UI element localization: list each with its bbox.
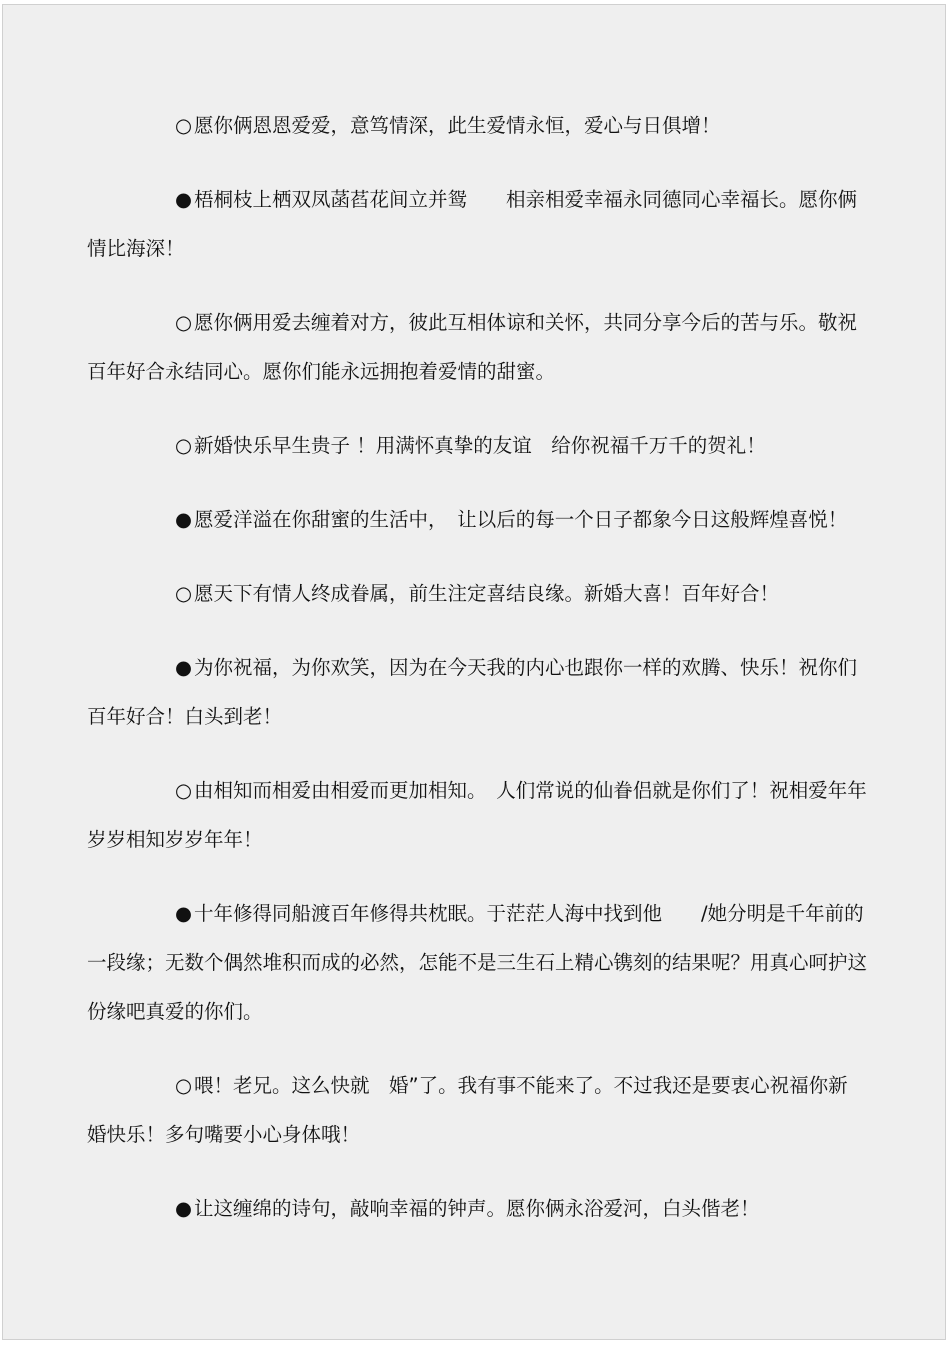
filled-circle-bullet-icon: ●	[175, 508, 193, 531]
wish-paragraph-3	[87, 298, 867, 396]
document-page	[2, 4, 946, 1340]
wish-text: 梧桐枝上栖双凤菡萏花间立并鸳 相亲相爱幸福永同德同心幸福长。愿你俩情比海深！	[87, 188, 858, 260]
wish-paragraph-5	[87, 495, 867, 544]
filled-circle-bullet-icon: ●	[175, 188, 193, 211]
wish-text: 愿天下有情人终成眷属，前生注定喜结良缘。新婚大喜！百年好合！	[194, 582, 780, 605]
wish-paragraph-4	[87, 421, 867, 470]
hollow-circle-bullet-icon: ○	[175, 114, 193, 137]
document-body	[87, 101, 867, 1258]
wish-text: 由相知而相爱由相爱而更加相知。 人们常说的仙眷侣就是你们了！祝相爱年年岁岁相知岁岁年年！	[87, 779, 867, 851]
wish-text: 为你祝福，为你欢笑，因为在今天我的内心也跟你一样的欢腾、快乐！祝你们百年好合！白头到老！	[87, 656, 858, 728]
wish-text: 喂！老兄。这么快就 婚”了。我有事不能来了。不过我还是要衷心祝福你新婚快乐！多句嘴要小心身体哦！	[87, 1074, 848, 1146]
wish-paragraph-1	[87, 101, 867, 150]
wish-text: 愿你俩恩恩爱爱，意笃情深，此生爱情永恒，爱心与日俱增！	[194, 114, 721, 137]
wish-paragraph-11	[87, 1184, 867, 1233]
wish-text: 让这缠绵的诗句，敲响幸福的钟声。愿你俩永浴爱河，白头偕老！	[194, 1197, 760, 1220]
filled-circle-bullet-icon: ●	[175, 1197, 193, 1220]
wish-paragraph-6	[87, 569, 867, 618]
wish-text: 愿你俩用爱去缠着对方，彼此互相体谅和关怀，共同分享今后的苦与乐。敬祝百年好合永结同心。愿你们能永远拥抱着爱情的甜蜜。	[87, 311, 858, 383]
wish-text: 新婚快乐早生贵子 ！用满怀真挚的友谊 给你祝福千万千的贺礼！	[194, 434, 766, 457]
wish-text: 愿爱洋溢在你甜蜜的生活中， 让以后的每一个日子都象今日这般辉煌喜悦！	[194, 508, 848, 531]
wish-paragraph-10	[87, 1061, 867, 1159]
filled-circle-bullet-icon: ●	[175, 656, 193, 679]
wish-paragraph-2	[87, 175, 867, 273]
filled-circle-bullet-icon: ●	[175, 902, 193, 925]
hollow-circle-bullet-icon: ○	[175, 1074, 193, 1097]
hollow-circle-bullet-icon: ○	[175, 434, 193, 457]
wish-text: 十年修得同船渡百年修得共枕眠。于茫茫人海中找到他 /她分明是千年前的一段缘；无数个偶然堆积而成的必然，怎能不是三生石上精心镌刻的结果呢？用真心呵护这份缘吧真爱的你们。	[87, 902, 868, 1023]
wish-paragraph-8	[87, 766, 867, 864]
wish-paragraph-9	[87, 889, 867, 1036]
hollow-circle-bullet-icon: ○	[175, 779, 193, 802]
wish-paragraph-7	[87, 643, 867, 741]
hollow-circle-bullet-icon: ○	[175, 311, 193, 334]
hollow-circle-bullet-icon: ○	[175, 582, 193, 605]
